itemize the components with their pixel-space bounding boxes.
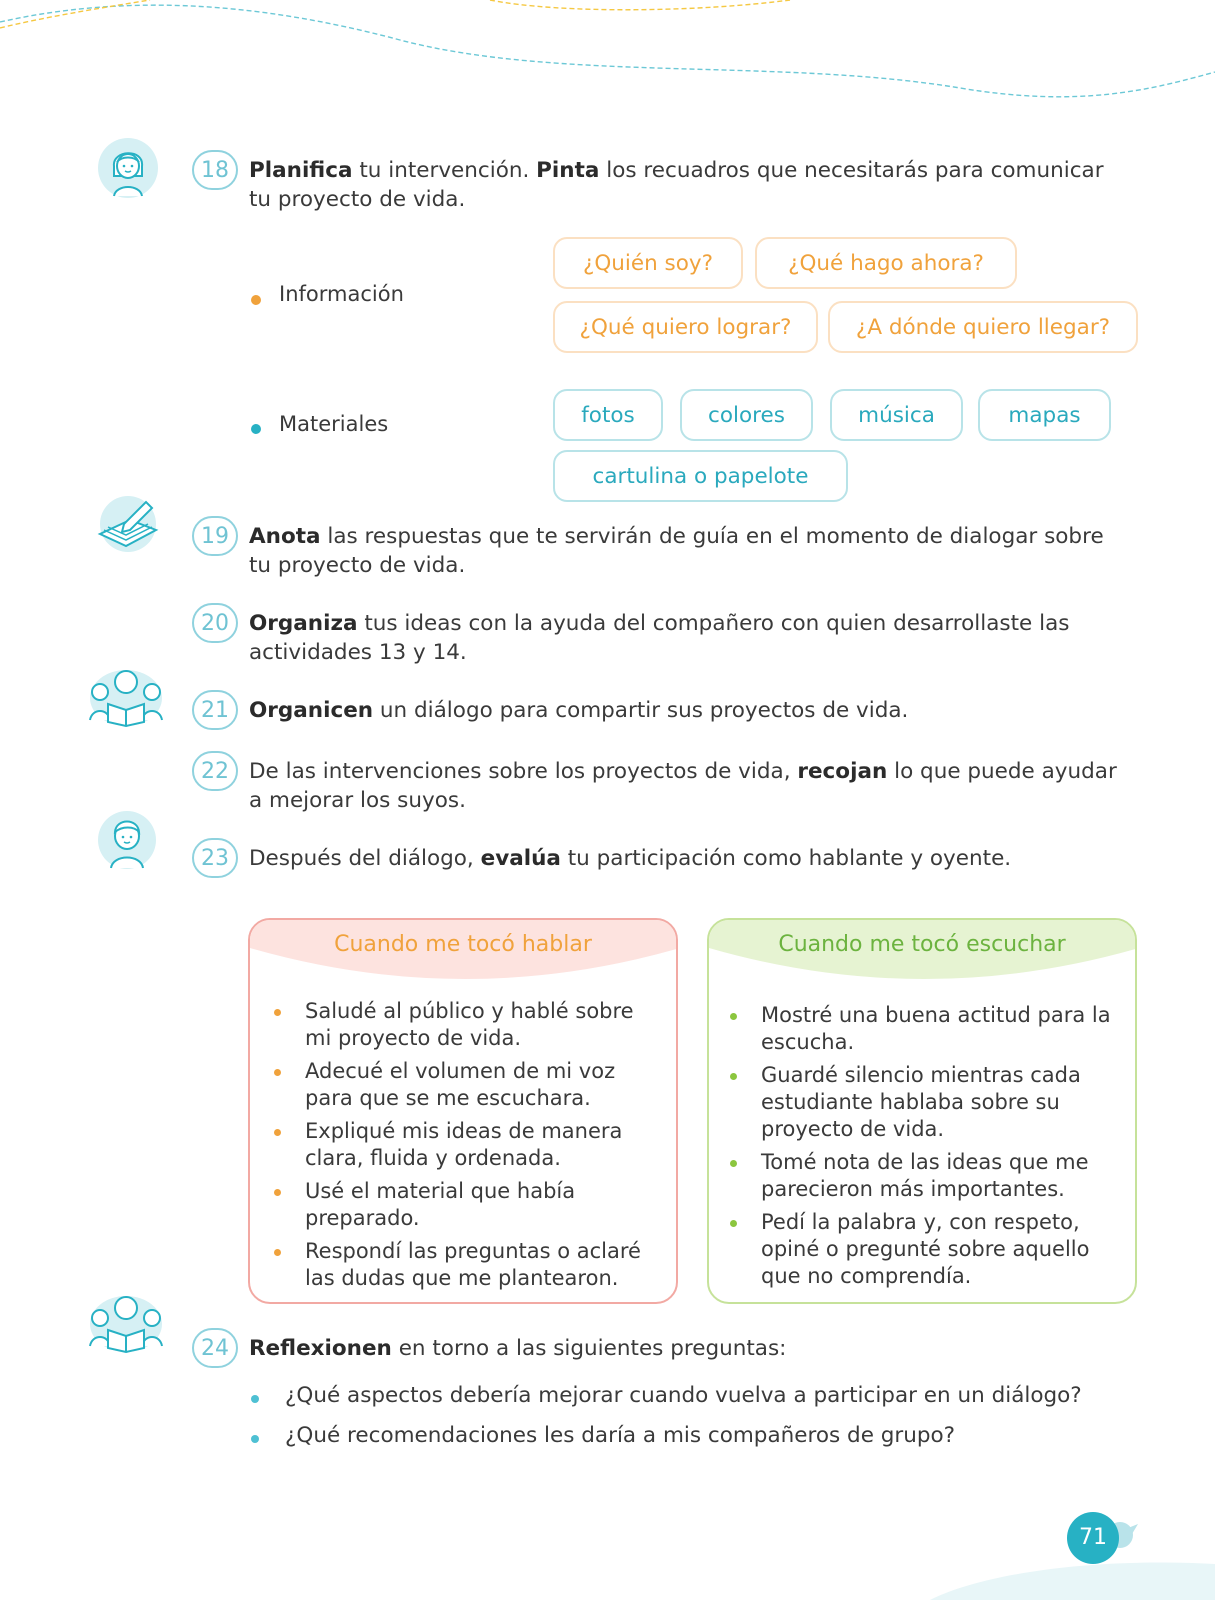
info-label: Información — [279, 282, 404, 306]
materials-bullet — [251, 424, 261, 434]
listening-card-title: Cuando me tocó escuchar — [778, 932, 1066, 957]
list-item: Saludé al público y hablé sobre mi proyecto de vida. — [305, 998, 656, 1052]
list-item: Guardé silencio mientras cada estudiante hablaba sobre su proyecto de vida. — [761, 1062, 1117, 1143]
question-20-text: Organiza tus ideas con la ayuda del compañero con quien desarrollaste las actividades 13 y 14. — [249, 611, 1070, 665]
material-box-colores[interactable]: colores — [680, 389, 813, 441]
info-box-que-hago-ahora[interactable]: ¿Qué hago ahora? — [755, 237, 1017, 289]
material-box-fotos[interactable]: fotos — [553, 389, 663, 441]
question-number-20: 20 — [192, 603, 238, 643]
question-number-23: 23 — [192, 838, 238, 878]
question-23-text: Después del diálogo, evalúa tu participación como hablante y oyente. — [249, 846, 1012, 871]
group-reading-icon — [86, 1290, 166, 1354]
list-item: Tomé nota de las ideas que me parecieron más importantes. — [761, 1149, 1117, 1203]
list-item: Mostré una buena actitud para la escucha. — [761, 1002, 1117, 1056]
question-number-18: 18 — [192, 150, 238, 190]
student-girl-icon — [96, 136, 160, 200]
list-item: Respondí las preguntas o aclaré las dudas que me plantearon. — [305, 1238, 656, 1292]
reflection-question-2: ¿Qué recomendaciones les daría a mis compañeros de grupo? — [285, 1423, 956, 1448]
group-reading-icon — [86, 664, 166, 728]
speaking-checklist — [250, 998, 676, 1292]
question-number-22: 22 — [192, 751, 238, 791]
question-19-text: Anota las respuestas que te servirán de guía en el momento de dialogar sobre tu proyecto de vida. — [249, 524, 1104, 578]
question-18-text: Planifica tu intervención. Pinta los recuadros que necesitarás para comunicar tu proyecto de vida. — [249, 158, 1104, 212]
info-box-que-quiero-lograr[interactable]: ¿Qué quiero lograr? — [553, 301, 818, 353]
reflection-question-1: ¿Qué aspectos debería mejorar cuando vuelva a participar en un diálogo? — [285, 1383, 1082, 1408]
list-item: Expliqué mis ideas de manera clara, fluida y ordenada. — [305, 1118, 656, 1172]
question-22-text: De las intervenciones sobre los proyectos de vida, recojan lo que puede ayudar a mejorar los suyos. — [249, 759, 1117, 813]
speaking-evaluation-card — [248, 918, 678, 1304]
info-box-a-donde-quiero-llegar[interactable]: ¿A dónde quiero llegar? — [828, 301, 1138, 353]
listening-checklist — [709, 1002, 1135, 1290]
materials-label: Materiales — [279, 412, 389, 436]
info-box-quien-soy[interactable]: ¿Quién soy? — [553, 237, 743, 289]
info-bullet — [251, 295, 261, 305]
reflection-bullet — [251, 1435, 259, 1443]
speaking-card-title: Cuando me tocó hablar — [334, 932, 592, 957]
question-24-text: Reflexionen en torno a las siguientes preguntas: — [249, 1336, 787, 1361]
list-item: Adecué el volumen de mi voz para que se me escuchara. — [305, 1058, 656, 1112]
material-box-musica[interactable]: música — [830, 389, 963, 441]
material-box-cartulina[interactable]: cartulina o papelote — [553, 450, 848, 502]
notebook-pencil-icon — [94, 494, 160, 554]
question-number-24: 24 — [192, 1328, 238, 1368]
student-boy-icon — [96, 808, 158, 872]
question-21-text: Organicen un diálogo para compartir sus proyectos de vida. — [249, 698, 909, 723]
question-number-21: 21 — [192, 690, 238, 730]
question-number-19: 19 — [192, 516, 238, 556]
listening-evaluation-card — [707, 918, 1137, 1304]
list-item: Usé el material que había preparado. — [305, 1178, 656, 1232]
bottom-decoration — [930, 1558, 1215, 1600]
reflection-bullet — [251, 1395, 259, 1403]
material-box-mapas[interactable]: mapas — [978, 389, 1111, 441]
list-item: Pedí la palabra y, con respeto, opiné o pregunté sobre aquello que no comprendía. — [761, 1209, 1117, 1290]
top-decoration — [0, 0, 1215, 110]
page-number: 71 — [1067, 1512, 1119, 1564]
